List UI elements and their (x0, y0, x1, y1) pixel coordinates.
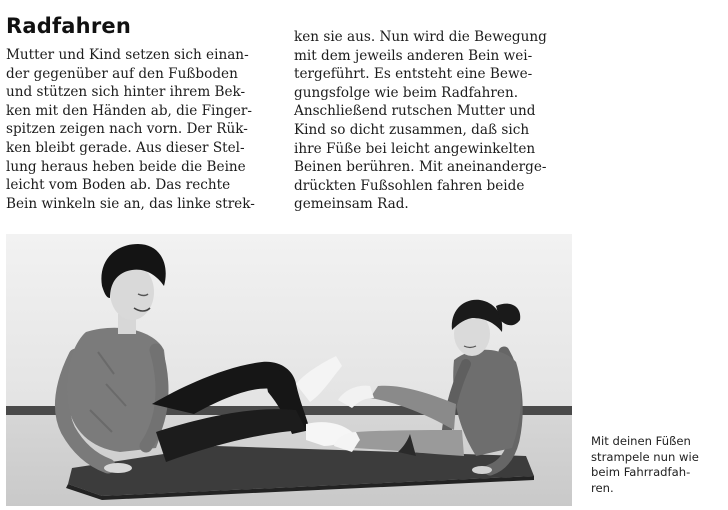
text-line: Bein winkeln sie an, das linke strek- (6, 195, 255, 212)
text-line: ken bleibt gerade. Aus dieser Stel- (6, 139, 245, 156)
caption-line: beim Fahrradfah- (591, 465, 691, 480)
text-line: gemeinsam Rad. (294, 196, 409, 213)
text-line: Beinen berühren. Mit aneinanderge- (294, 159, 547, 176)
text-line: ihre Füße bei leicht angewinkelten (294, 140, 536, 157)
text-line: tergeführt. Es entsteht eine Bewe- (294, 66, 533, 83)
text-line: drückten Fußsohlen fahren beide (294, 177, 525, 194)
text-column-right (294, 28, 574, 214)
exercise-photo (6, 234, 572, 506)
text-column-left (6, 46, 276, 213)
text-line: und stützen sich hinter ihrem Bek- (6, 84, 246, 101)
caption-line: ren. (591, 480, 614, 495)
text-line: gungsfolge wie beim Radfahren. (294, 84, 519, 101)
text-line: mit dem jeweils anderen Bein wei- (294, 47, 533, 64)
caption-line: strampele nun wie (591, 449, 699, 464)
text-line: spitzen zeigen nach vorn. Der Rük- (6, 121, 248, 138)
text-line: Kind so dicht zusammen, daß sich (294, 121, 530, 138)
text-line: leicht vom Boden ab. Das rechte (6, 177, 231, 194)
photo-caption (591, 434, 723, 496)
text-line: lung heraus heben beide die Beine (6, 158, 246, 175)
text-line: Mutter und Kind setzen sich einan- (6, 47, 249, 63)
caption-line: Mit deinen Füßen (591, 434, 691, 448)
text-line: der gegenüber auf den Fußboden (6, 65, 238, 82)
text-line: Anschließend rutschen Mutter und (294, 103, 536, 120)
page-heading: Radfahren (6, 14, 131, 38)
text-line: ken mit den Händen ab, die Finger- (6, 102, 252, 119)
photo-illustration (6, 234, 572, 506)
text-line: ken sie aus. Nun wird die Bewegung (294, 29, 547, 45)
